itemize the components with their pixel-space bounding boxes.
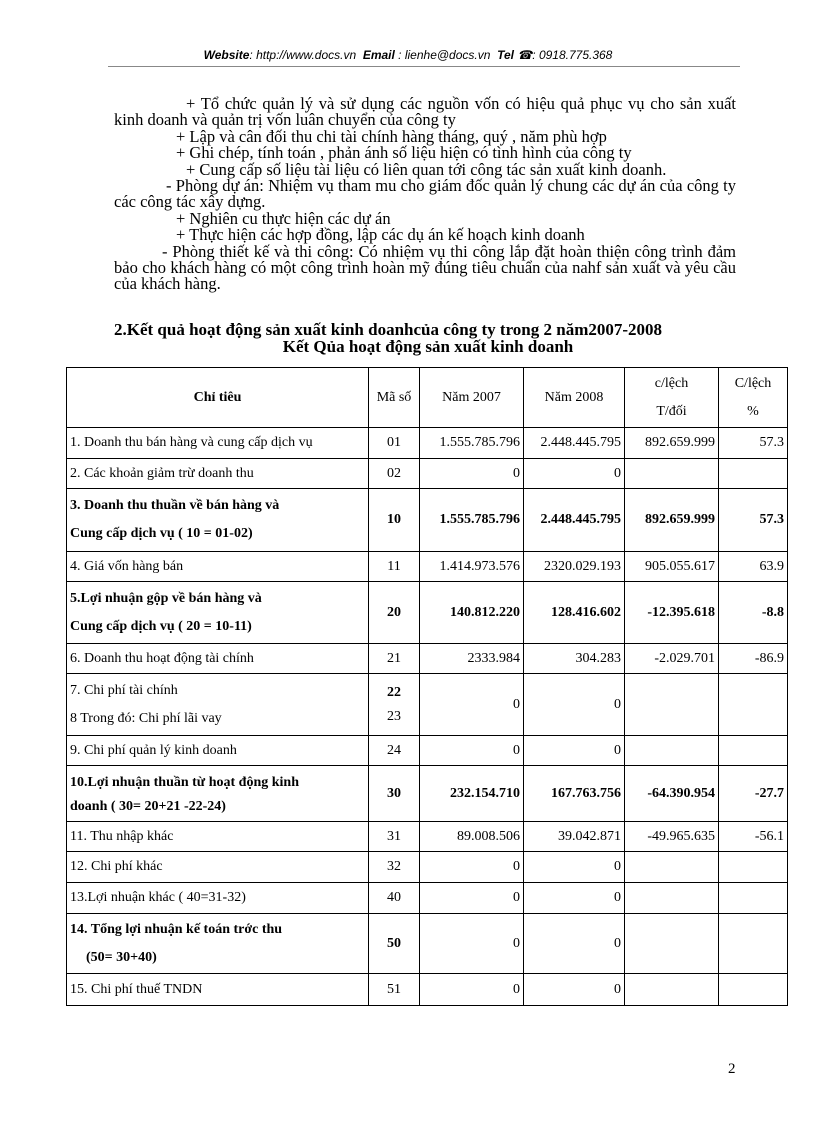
row-pct [719,736,788,766]
row-code: 02 [369,459,420,489]
row-name [67,582,369,644]
website-label: Website [203,48,250,62]
row-2007: 0 [420,459,524,489]
results-table [66,367,788,1006]
row-pct: -8.8 [719,582,788,644]
header-pct-line2: % [747,403,759,419]
row-2008: 128.416.602 [524,582,625,644]
row-pct [719,914,788,974]
row-name-line2: doanh ( 30= 20+21 -22-24) [70,798,226,814]
paragraph-7: + Thực hiện các hợp đồng, lập các dụ án kế hoạch kinh doanh [176,225,585,245]
paragraph-5: - Phòng dự án: Nhiệm vụ tham mu cho giám đốc quản lý chung các dự án của công ty các công tác xây dựng. [114,176,736,212]
row-diff [625,974,719,1006]
row-2008: 304.283 [524,644,625,674]
table-row [67,852,788,883]
table-row [67,822,788,852]
row-diff: -2.029.701 [625,644,719,674]
table-row [67,914,788,974]
website-value: : http://www.docs.vn [249,48,357,62]
tel-label: Tel [497,48,514,62]
table-row [67,883,788,914]
row-2007: 0 [420,852,524,883]
row-name [67,766,369,822]
row-2008: 39.042.871 [524,822,625,852]
table-row [67,766,788,822]
row-name-line2: 8 Trong đó: Chi phí lãi vay [70,710,222,726]
row-code: 10 [369,489,420,552]
row-diff [625,459,719,489]
row-2007: 0 [420,883,524,914]
row-name-line2: (50= 30+40) [86,949,157,965]
row-2007: 1.414.973.576 [420,552,524,582]
paragraph-6: + Nghiên cu thực hiện các dự án [176,208,391,228]
header-pct [719,368,788,428]
row-name: 12. Chi phí khác [67,852,369,883]
header-divider [108,66,740,67]
row-name: 13.Lợi nhuận khác ( 40=31-32) [67,883,369,914]
row-pct [719,459,788,489]
table-row [67,674,788,736]
row-code: 51 [369,974,420,1006]
row-name [67,489,369,552]
row-code: 31 [369,822,420,852]
row-code-line1: 22 [387,684,401,700]
row-pct [719,883,788,914]
row-pct [719,974,788,1006]
table-row [67,459,788,489]
row-code: 24 [369,736,420,766]
tel-value: : 0918.775.368 [532,48,613,62]
row-name-line2: Cung cấp dịch vụ ( 10 = 01-02) [70,526,253,541]
row-pct: 57.3 [719,489,788,552]
row-code [369,674,420,736]
row-pct: -56.1 [719,822,788,852]
header-diff-line2: T/đối [656,403,687,419]
row-pct: 63.9 [719,552,788,582]
row-diff [625,914,719,974]
header-pct-line1: C/lệch [734,375,772,391]
row-name: 9. Chi phí quản lý kinh doanh [67,736,369,766]
row-diff [625,852,719,883]
paragraph-2: + Lập và cân đối thu chi tài chính hàng tháng, quý , năm phù hợp [176,126,607,146]
section-title: 2.Kết quả hoạt động sản xuất kinh doanhcủa công ty trong 2 năm2007-2008 [114,320,663,339]
row-2008: 0 [524,852,625,883]
row-2008: 2.448.445.795 [524,489,625,552]
row-2007: 89.008.506 [420,822,524,852]
row-name: 1. Doanh thu bán hàng và cung cấp dịch vụ [67,428,369,459]
row-2007: 0 [420,674,524,736]
header-2008: Năm 2008 [524,368,625,428]
row-code: 21 [369,644,420,674]
row-diff: -12.395.618 [625,582,719,644]
table-row [67,974,788,1006]
paragraph-3: + Ghi chép, tính toán , phản ánh số liệu hiện có tình hình của công ty [176,143,632,163]
row-code: 32 [369,852,420,883]
row-2008: 2320.029.193 [524,552,625,582]
row-name [67,674,369,736]
row-code: 20 [369,582,420,644]
row-code: 50 [369,914,420,974]
row-name: 4. Giá vốn hàng bán [67,552,369,582]
header-diff-line1: c/lệch [654,375,689,391]
row-2008: 0 [524,974,625,1006]
row-pct: -86.9 [719,644,788,674]
row-code: 40 [369,883,420,914]
row-name-line1: 5.Lợi nhuận gộp về bán hàng và [70,590,262,606]
row-name: 15. Chi phí thuế TNDN [67,974,369,1006]
row-name: 6. Doanh thu hoạt động tài chính [67,644,369,674]
row-code: 01 [369,428,420,459]
row-code: 30 [369,766,420,822]
row-2007: 0 [420,914,524,974]
row-2008: 167.763.756 [524,766,625,822]
page-header [0,48,816,62]
table-row [67,489,788,552]
row-diff [625,736,719,766]
row-2008: 0 [524,736,625,766]
row-name-line1: 7. Chi phí tài chính [70,682,178,698]
row-2008: 0 [524,914,625,974]
row-diff: 892.659.999 [625,428,719,459]
header-diff [625,368,719,428]
table-row [67,428,788,459]
row-diff: 892.659.999 [625,489,719,552]
table-title: Kết Qủa hoạt động sản xuất kinh doanh [282,337,574,356]
row-pct: 57.3 [719,428,788,459]
row-diff [625,883,719,914]
row-diff [625,674,719,736]
row-name: 2. Các khoản giảm trừ doanh thu [67,459,369,489]
row-name-line2: Cung cấp dịch vụ ( 20 = 10-11) [70,618,252,634]
table-row [67,582,788,644]
row-name [67,914,369,974]
row-code: 11 [369,552,420,582]
row-2007: 2333.984 [420,644,524,674]
row-2007: 232.154.710 [420,766,524,822]
row-name: 11. Thu nhập khác [67,822,369,852]
row-pct [719,852,788,883]
row-name-line1: 3. Doanh thu thuần về bán hàng và [70,498,280,513]
table-row [67,644,788,674]
page-number: 2 [728,1061,736,1077]
table-header-row [67,368,788,428]
row-2008: 0 [524,883,625,914]
row-2008: 0 [524,674,625,736]
row-2008: 2.448.445.795 [524,428,625,459]
row-diff: -64.390.954 [625,766,719,822]
row-2008: 0 [524,459,625,489]
email-value: : lienhe@docs.vn [398,48,491,62]
row-2007: 140.812.220 [420,582,524,644]
paragraph-4: + Cung cấp số liệu tài liệu có liên quan tới công tác sản xuất kinh doanh. [186,159,667,179]
row-name-line1: 10.Lợi nhuận thuần từ hoạt động kinh [70,774,299,790]
email-label: Email [362,48,395,62]
body-text [114,96,736,293]
row-2007: 0 [420,974,524,1006]
row-name-line1: 14. Tổng lợi nhuận kế toán trớc thu [70,921,283,937]
row-2007: 0 [420,736,524,766]
header-code: Mã số [369,368,420,428]
row-diff: 905.055.617 [625,552,719,582]
paragraph-1: + Tổ chức quản lý và sử dụng các nguồn vốn có hiệu quả phục vụ cho sản xuất kinh doanh và quản trị vốn luân chuyển của công ty [114,94,736,130]
header-2007: Năm 2007 [420,368,524,428]
phone-icon: ☎ [517,48,533,62]
row-diff: -49.965.635 [625,822,719,852]
header-name: Chỉ tiêu [67,368,369,428]
table-row [67,736,788,766]
row-2007: 1.555.785.796 [420,489,524,552]
row-2007: 1.555.785.796 [420,428,524,459]
row-pct [719,674,788,736]
row-pct: -27.7 [719,766,788,822]
paragraph-8: - Phòng thiết kế và thi công: Có nhiệm vụ thi công lắp đặt hoàn thiện công trình đảm bảo cho khách hàng có một công trình hoàn mỹ đúng tiêu chuẩn của nahf sản xuất và yêu cầu của khách hàng. [114,241,736,294]
row-code-line2: 23 [387,708,401,724]
table-row [67,552,788,582]
